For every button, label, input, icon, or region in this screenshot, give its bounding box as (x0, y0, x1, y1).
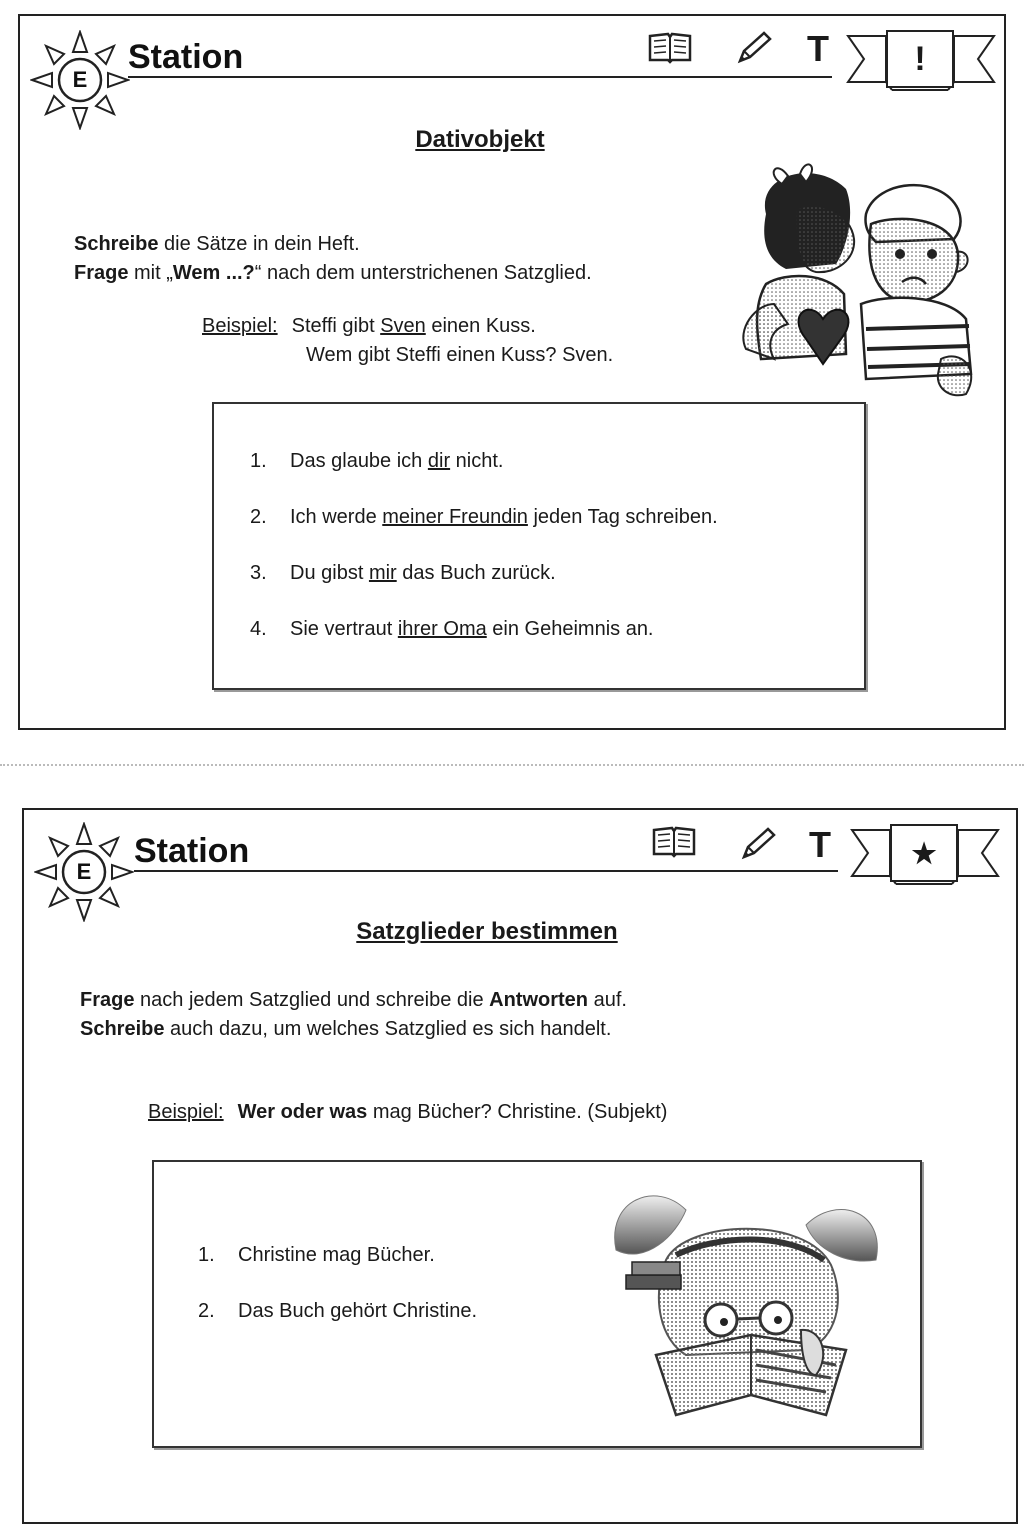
task-item: 1. Das glaube ich dir nicht. (250, 450, 504, 472)
title-underline (134, 870, 838, 872)
task-box (212, 402, 866, 690)
reading-girl-illustration (606, 1180, 906, 1420)
ribbon-banner (850, 816, 1000, 896)
example-block: Beispiel: Wer oder was mag Bücher? Christine. (Subjekt) (148, 1101, 668, 1123)
instruction-line-2: Schreibe auch dazu, um welches Satzglied es sich handelt. (80, 1018, 612, 1040)
sun-badge-icon (34, 822, 134, 922)
example-line-2: Wem gibt Steffi einen Kuss? Sven. (306, 344, 614, 366)
example-line-1: Beispiel: Steffi gibt Sven einen Kuss. (202, 315, 536, 337)
title-underline (128, 76, 832, 78)
instructions (80, 986, 627, 1044)
book-icon (646, 30, 694, 66)
star-icon: ★ (890, 824, 958, 882)
badge-letter: E (72, 67, 88, 92)
pencil-icon (736, 824, 780, 864)
kissing-kids-illustration (726, 154, 988, 404)
station-card-satzglieder (22, 808, 1018, 1524)
badge-letter: E (76, 859, 92, 884)
instructions (74, 230, 592, 288)
task-box (152, 1160, 922, 1448)
task-item: 4. Sie vertraut ihrer Oma ein Geheimnis an. (250, 618, 654, 640)
text-tool-icon: T (807, 28, 829, 69)
task-item: 2. Das Buch gehört Christine. (198, 1300, 478, 1322)
instruction-line-2: Frage mit „Wem ...?“ nach dem unterstrichenen Satzglied. (74, 262, 592, 284)
card-heading: Satzglieder bestimmen (356, 918, 618, 945)
example-label: Beispiel: (148, 1101, 224, 1123)
card-heading: Dativobjekt (415, 126, 545, 153)
pencil-icon (732, 28, 776, 68)
task-item: 1. Christine mag Bücher. (198, 1244, 435, 1266)
task-item: 3. Du gibst mir das Buch zurück. (250, 562, 556, 584)
book-icon (650, 824, 698, 860)
exclamation-icon: ! (886, 30, 954, 88)
ribbon-banner (846, 22, 996, 102)
sun-badge-icon (30, 30, 130, 130)
instruction-line-1: Frage nach jedem Satzglied und schreibe die Antworten auf. (80, 989, 627, 1011)
task-item: 2. Ich werde meiner Freundin jeden Tag schreiben. (250, 506, 718, 528)
example-label: Beispiel: (202, 315, 278, 337)
page-divider (0, 764, 1024, 766)
example-block (202, 312, 613, 370)
text-tool-icon: T (809, 824, 831, 865)
station-title: Station (128, 38, 244, 76)
instruction-line-1: Schreibe die Sätze in dein Heft. (74, 233, 360, 255)
station-card-dativobjekt (18, 14, 1006, 730)
station-title: Station (134, 832, 250, 870)
